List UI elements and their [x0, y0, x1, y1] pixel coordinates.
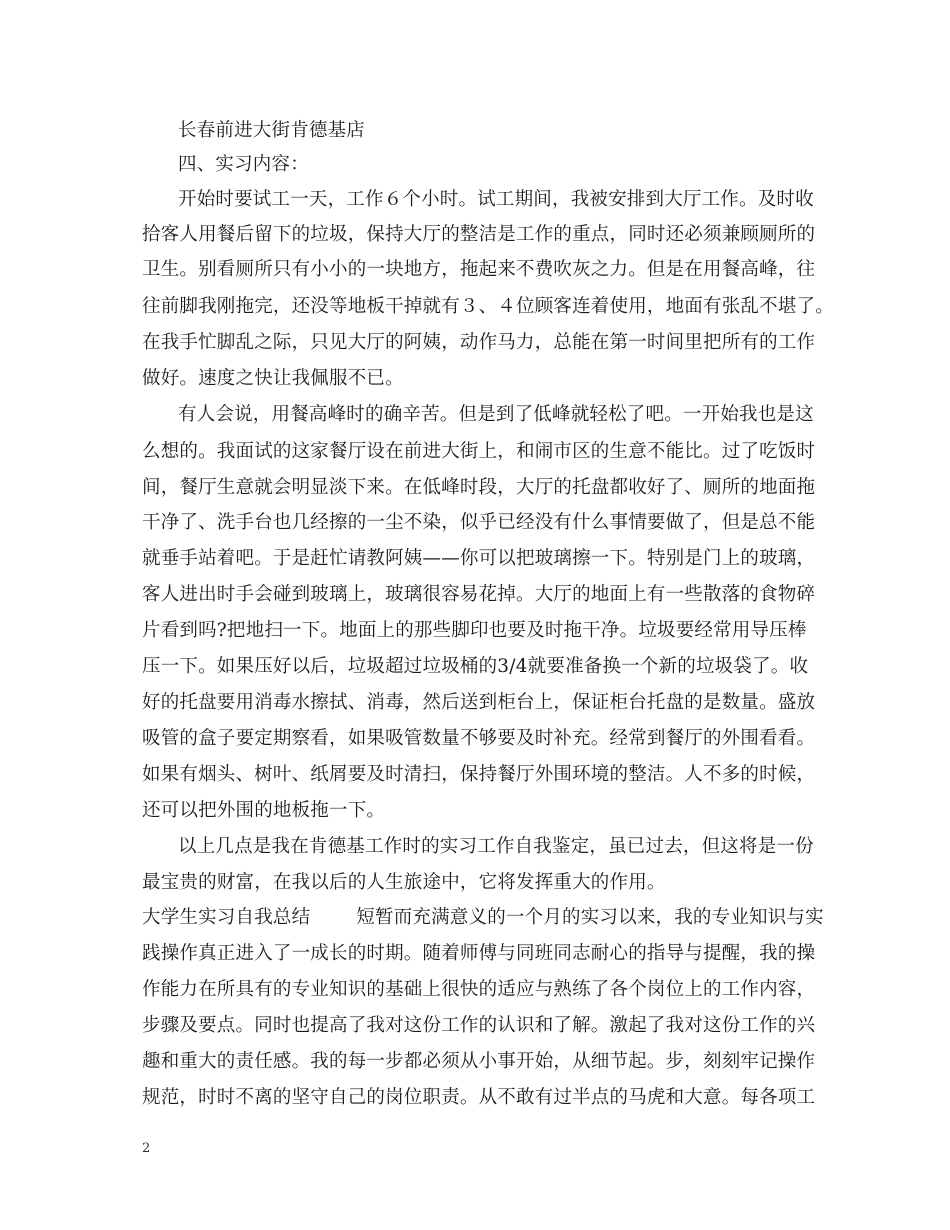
- paragraph-line: 卫生。别看厕所只有小小的一块地方，拖起来不费吹灰之力。但是在用餐高峰，往: [142, 259, 816, 280]
- paragraph-line: 开始时要试工一天，工作６个小时。试工期间，我被安排到大厅工作。及时收: [178, 189, 814, 210]
- paragraph-line: 短暂而充满意义的一个月的实习以来，我的专业知识与实: [356, 907, 824, 928]
- paragraph-line: 压一下。如果压好以后，垃圾超过垃圾桶的3/4就要准备换一个新的垃圾袋了。收: [142, 656, 809, 677]
- section-heading: 四、实习内容：: [178, 154, 309, 175]
- paragraph-line: 如果有烟头、树叶、纸屑要及时清扫，保持餐厅外围环境的整洁。人不多的时候，: [142, 764, 816, 785]
- paragraph-line: 有人会说，用餐高峰时的确辛苦。但是到了低峰就轻松了吧。一开始我也是这: [178, 404, 814, 425]
- paragraph-line: 片看到吗?把地扫一下。地面上的那些脚印也要及时拖干净。垃圾要经常用导压棒: [142, 620, 807, 641]
- paragraph-line: 步骤及要点。同时也提高了我对这份工作的认识和了解。激起了我对这份工作的兴: [142, 1015, 816, 1036]
- paragraph-line: 么想的。我面试的这家餐厅设在前进大街上，和闹市区的生意不能比。过了吃饭时: [142, 441, 816, 462]
- paragraph-line: 作能力在所具有的专业知识的基础上很快的适应与熟练了各个岗位上的工作内容，: [142, 979, 816, 1000]
- paragraph-line: 干净了、洗手台也几经擦的一尘不染，似乎已经没有什么事情要做了，但是总不能: [142, 512, 816, 533]
- paragraph-line: 在我手忙脚乱之际，只见大厅的阿姨，动作马力，总能在第一时间里把所有的工作: [142, 332, 816, 353]
- summary-first-line: [142, 907, 824, 929]
- paragraph-line: 拾客人用餐后留下的垃圾，保持大厅的整洁是工作的重点，同时还必须兼顾厕所的: [142, 224, 816, 245]
- summary-heading: 大学生实习自我总结: [142, 907, 311, 928]
- paragraph-line: 践操作真正进入了一成长的时期。随着师傅与同班同志耐心的指导与提醒，我的操: [142, 943, 816, 964]
- paragraph-line: 客人进出时手会碰到玻璃上，玻璃很容易花掉。大厅的地面上有一些散落的食物碎: [142, 584, 816, 605]
- paragraph-line: 规范，时时不离的坚守自己的岗位职责。从不敢有过半点的马虎和大意。每各项工: [142, 1087, 816, 1108]
- paragraph-line: 还可以把外围的地板拖一下。: [142, 800, 386, 821]
- page-number: 2: [142, 1141, 151, 1156]
- paragraph-line: 长春前进大街肯德基店: [178, 120, 366, 141]
- paragraph-line: 间，餐厅生意就会明显淡下来。在低峰时段，大厅的托盘都收好了、厕所的地面拖: [142, 477, 816, 498]
- paragraph-line: 吸管的盒子要定期察看，如果吸管数量不够要及时补充。经常到餐厅的外围看看。: [142, 728, 816, 749]
- paragraph-line: 做好。速度之快让我佩服不已。: [142, 368, 404, 389]
- paragraph-line: 以上几点是我在肯德基工作时的实习工作自我鉴定，虽已过去，但这将是一份: [178, 836, 814, 857]
- paragraph-line: 趣和重大的责任感。我的每一步都必须从小事开始，从细节起。步，刻刻牢记操作: [142, 1051, 816, 1072]
- paragraph-line: 好的托盘要用消毒水擦拭、消毒，然后送到柜台上，保证柜台托盘的是数量。盛放: [142, 692, 816, 713]
- paragraph-line: 就垂手站着吧。于是赶忙请教阿姨——你可以把玻璃擦一下。特别是门上的玻璃，: [142, 548, 816, 569]
- paragraph-line: 往前脚我刚拖完，还没等地板干掉就有３、４位顾客连着使用，地面有张乱不堪了。: [142, 296, 834, 317]
- paragraph-line: 最宝贵的财富，在我以后的人生旅途中，它将发挥重大的作用。: [142, 872, 666, 893]
